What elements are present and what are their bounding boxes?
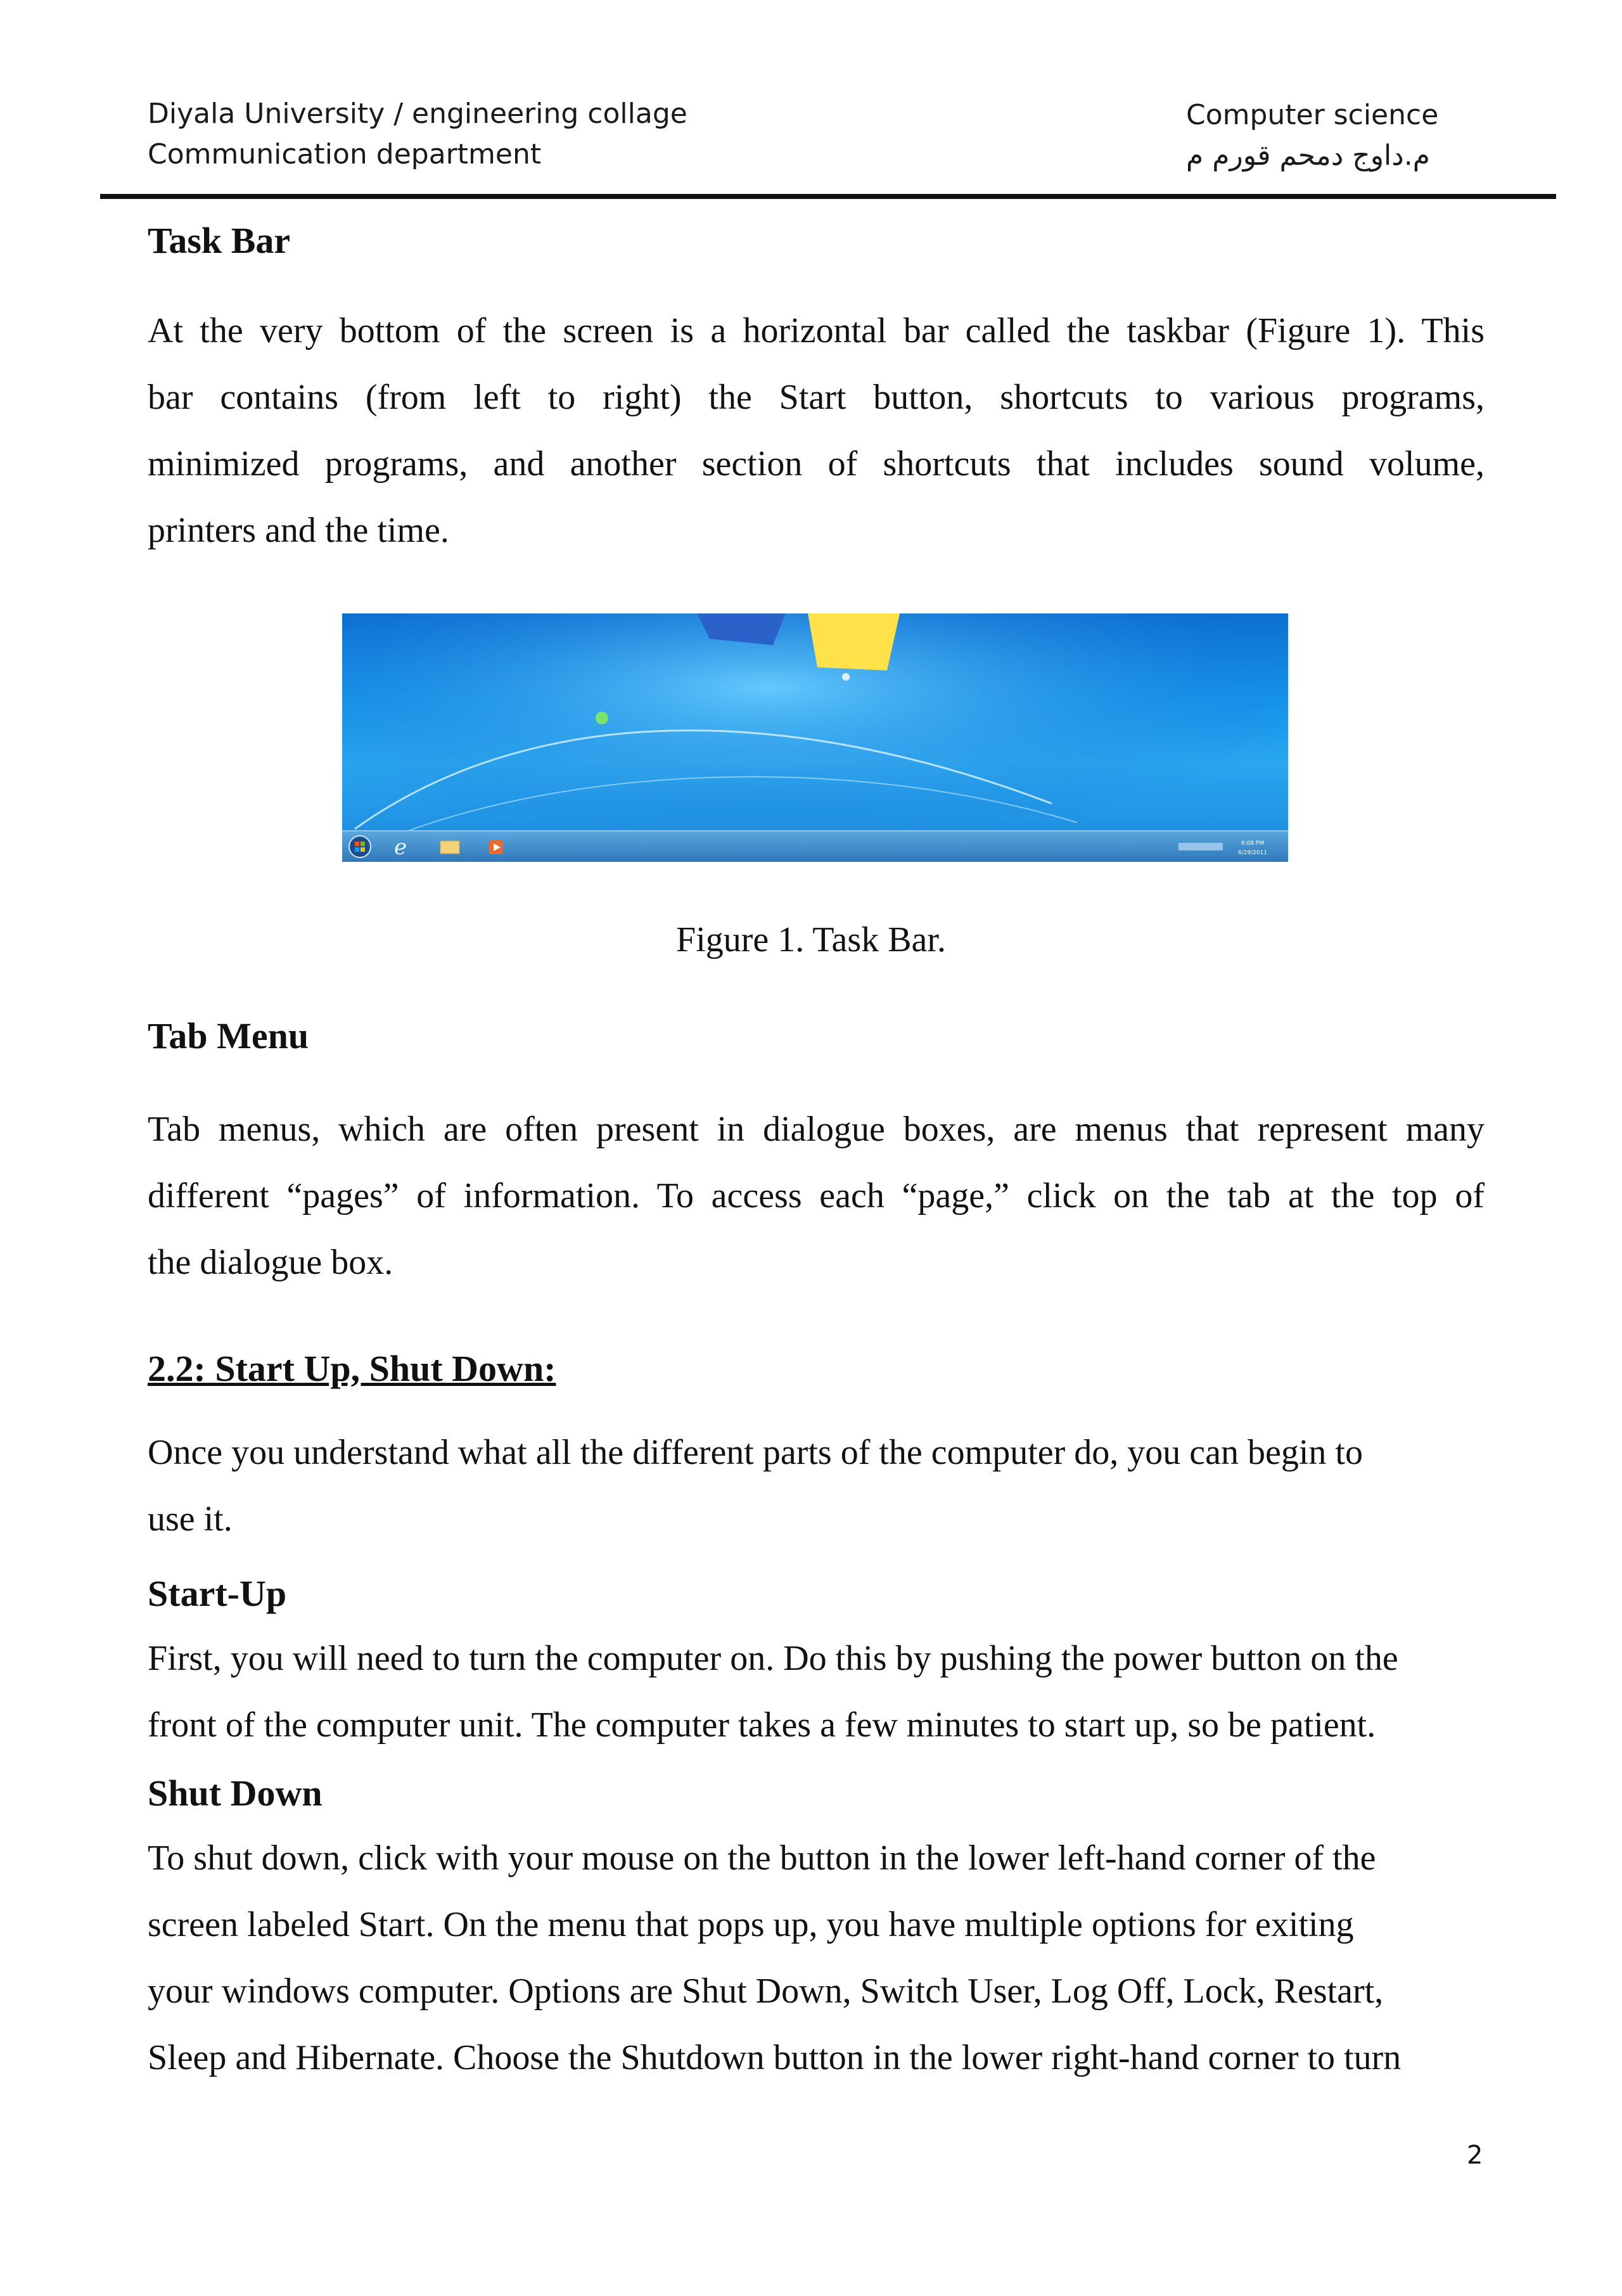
paragraph-line: the dialogue box. [148,1243,393,1282]
shutdown-paragraph [148,1825,1485,2091]
paragraph-line: printers and the time. [148,511,449,550]
shutdown-heading: Shut Down [148,1773,322,1814]
header-instructor: م.داوج دمحم قورم م [1186,139,1430,172]
header-divider [100,194,1556,199]
internet-explorer-icon: e [394,835,407,860]
paragraph-line: Sleep and Hibernate. Choose the Shutdown button in the lower right-hand corner to turn [148,2038,1402,2077]
header-university: Diyala University / engineering collage [148,98,687,130]
paragraph-line: use it. [148,1499,233,1539]
page-number: 2 [1467,2141,1483,2170]
header-department: Communication department [148,138,542,170]
paragraph-line: bar contains (from left to right) the Start button, shortcuts to various programs, [148,378,1485,417]
paragraph-line: Once you understand what all the different parts of the computer do, you can begin to [148,1433,1363,1472]
header-subject: Computer science [1186,99,1439,131]
header-institution [148,94,687,175]
startup-paragraph [148,1626,1485,1759]
paragraph-line: different “pages” of information. To access each “page,” click on the tab at the top of [148,1176,1485,1215]
windows-desktop-image [342,613,1288,862]
paragraph-line: screen labeled Start. On the menu that pops up, you have multiple options for exiting [148,1905,1354,1944]
paragraph-line: To shut down, click with your mouse on the button in the lower left-hand corner of the [148,1838,1376,1878]
paragraph-line: your windows computer. Options are Shut Down, Switch User, Log Off, Lock, Restart, [148,1972,1384,2011]
paragraph-line: front of the computer unit. The computer takes a few minutes to start up, so be patient. [148,1705,1376,1745]
paragraph-line: At the very bottom of the screen is a horizontal bar called the taskbar (Figure 1). This [148,311,1485,350]
tabmenu-heading: Tab Menu [148,1015,309,1056]
start-orb-icon [349,836,371,857]
figure-caption: Figure 1. Task Bar. [676,920,946,959]
section-intro-paragraph [148,1420,1485,1553]
tray-icons [1178,843,1223,850]
taskbar-screenshot [342,613,1288,862]
taskbar-paragraph [148,298,1485,564]
windows-taskbar [342,830,1288,862]
tabmenu-paragraph [148,1096,1485,1296]
folder-icon [440,841,459,854]
paragraph-line: Tab menus, which are often present in dialogue boxes, are menus that represent many [148,1110,1485,1149]
paragraph-line: minimized programs, and another section of shortcuts that includes sound volume, [148,444,1485,484]
tray-clock-time: 6:08 PM [1241,840,1265,847]
startup-heading: Start-Up [148,1573,287,1614]
header-course [1186,95,1438,176]
taskbar-heading: Task Bar [148,220,291,261]
paragraph-line: First, you will need to turn the computer on. Do this by pushing the power button on the [148,1639,1398,1678]
tray-clock-date: 6/29/2011 [1237,850,1268,856]
section-title: 2.2: Start Up, Shut Down: [148,1348,556,1389]
